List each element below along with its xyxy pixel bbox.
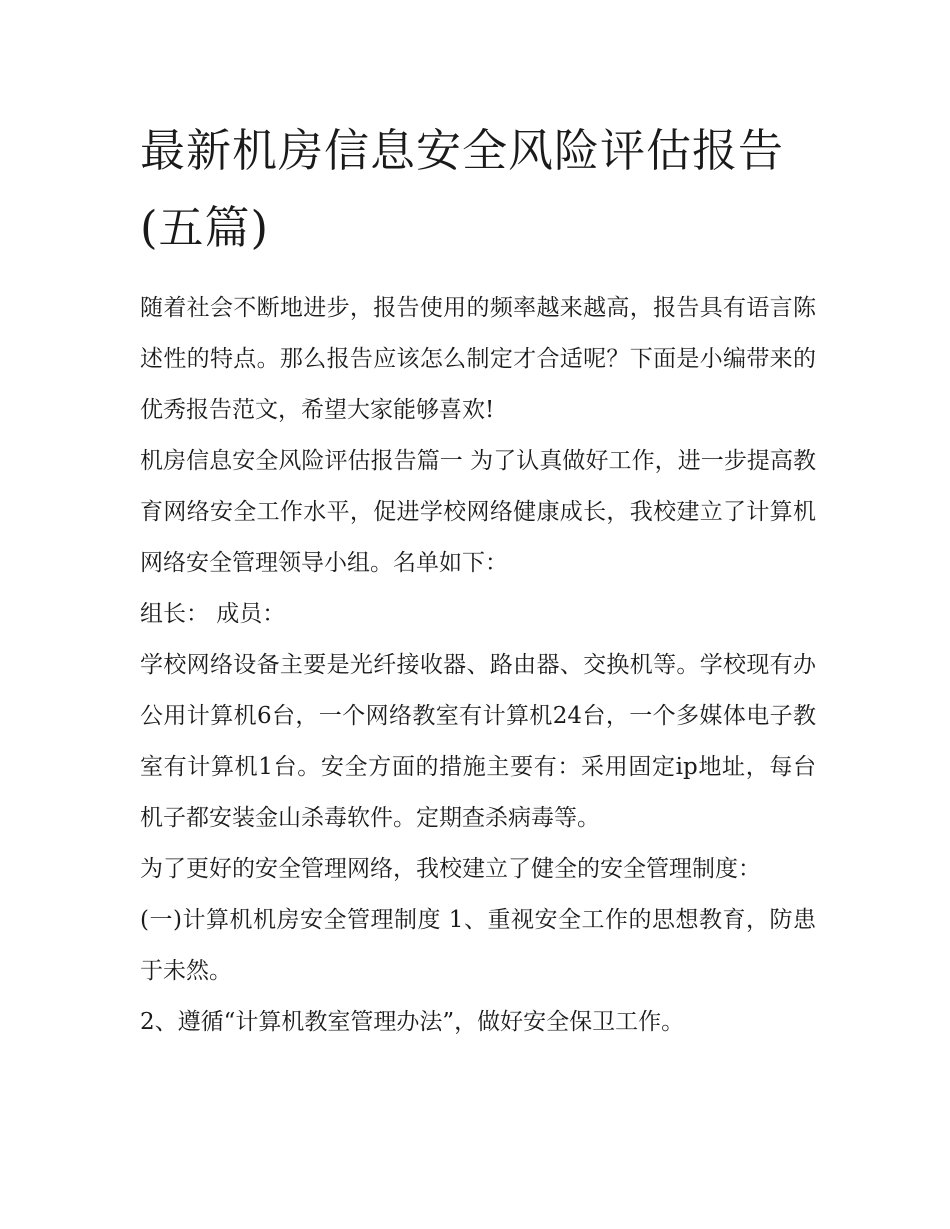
paragraph-equipment: 学校网络设备主要是光纤接收器、路由器、交换机等。学校现有办公用计算机6台，一个网络教室有计算机24台，一个多媒体电子教室有计算机1台。安全方面的措施主要有：采用固定ip地址，每台机子都安装金山杀毒软件。定期查杀病毒等。 [140,652,816,831]
document-title: 最新机房信息安全风险评估报告(五篇) [140,124,785,254]
paragraph-management-intro: 为了更好的安全管理网络，我校建立了健全的安全管理制度： [140,856,761,882]
paragraph-chapter-one: 机房信息安全风险评估报告篇一 为了认真做好工作，进一步提高教育网络安全工作水平，促进学校网络健康成长，我校建立了计算机网络安全管理领导小组。名单如下： [140,448,816,576]
paragraph-rule-two: 2、遵循“计算机教室管理办法”，做好安全保卫工作。 [140,1009,685,1035]
paragraph-members: 组长： 成员： [140,601,286,627]
paragraph-intro: 随着社会不断地进步，报告使用的频率越来越高，报告具有语言陈述性的特点。那么报告应该怎么制定才合适呢？下面是小编带来的优秀报告范文，希望大家能够喜欢! [140,295,816,423]
document-page [140,112,816,1048]
paragraph-rule-one: (一)计算机机房安全管理制度 1、重视安全工作的思想教育，防患于未然。 [140,907,816,984]
